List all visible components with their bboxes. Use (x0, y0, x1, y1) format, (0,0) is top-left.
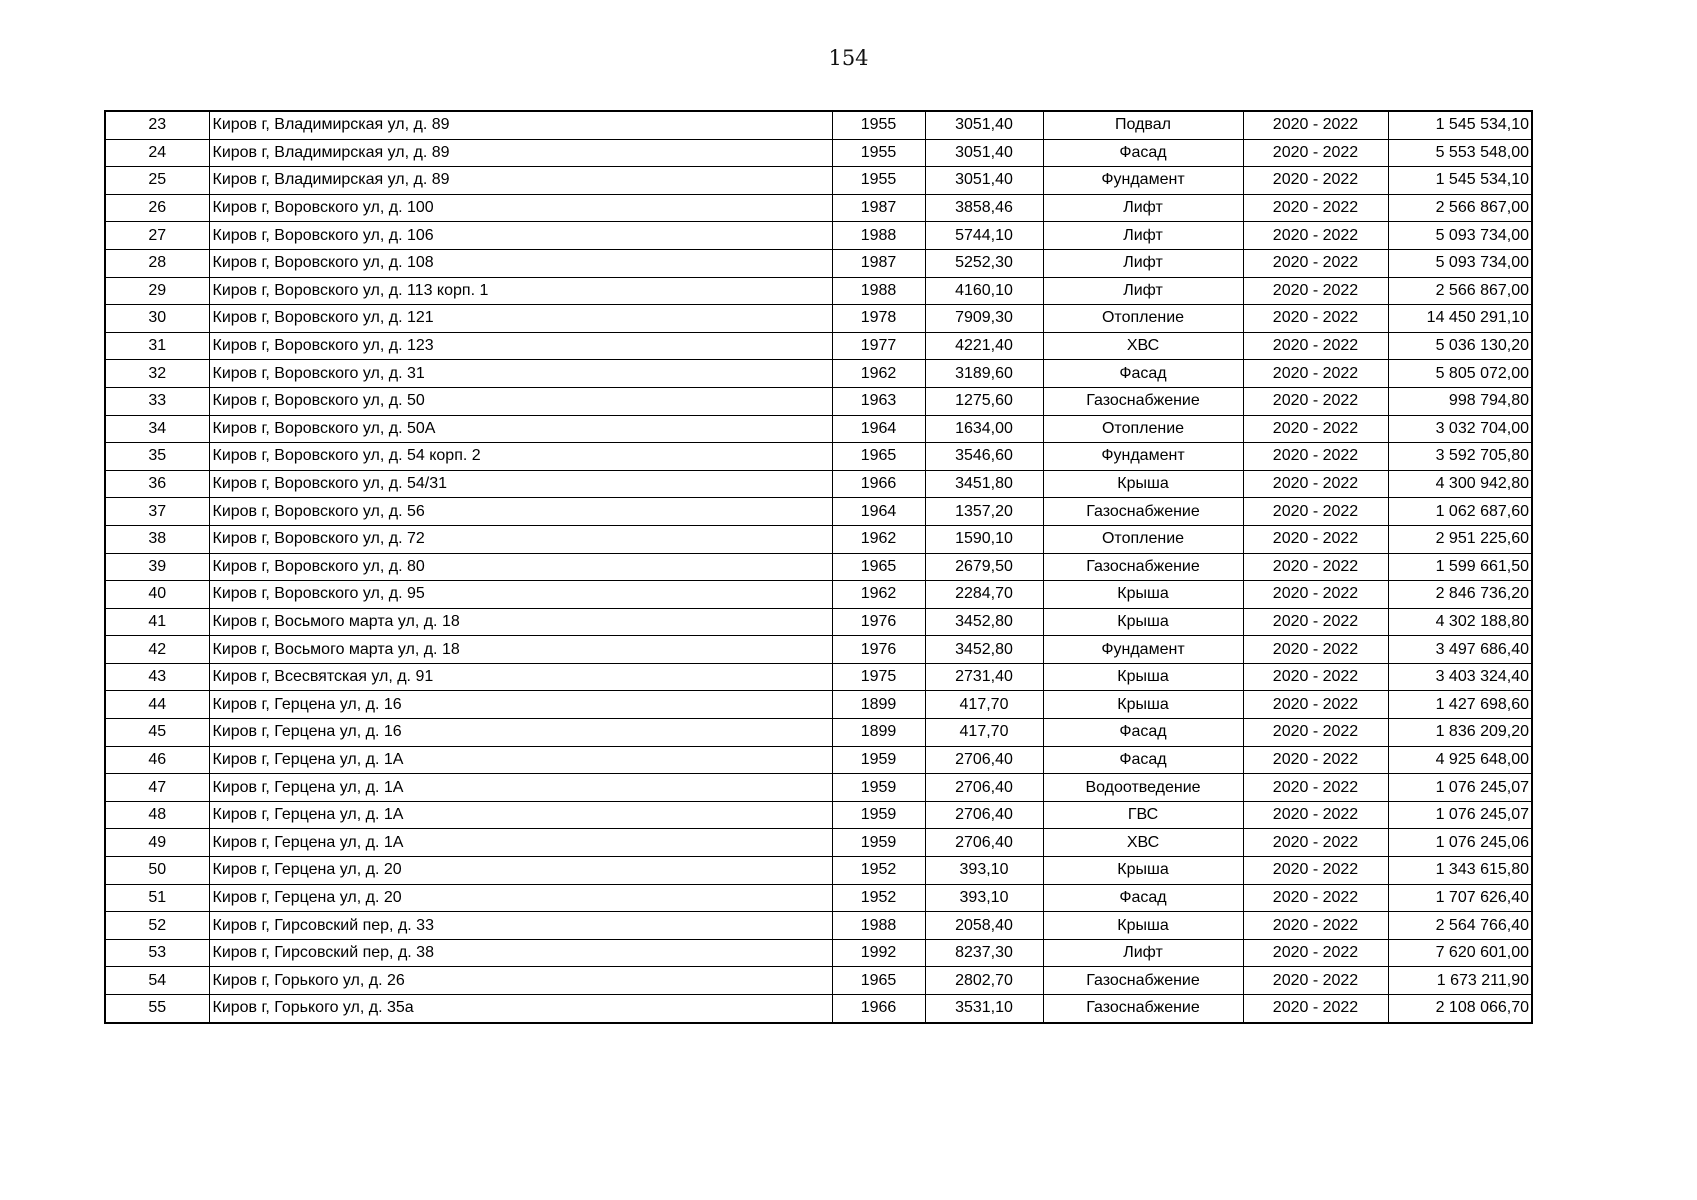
build-year-cell: 1955 (832, 111, 925, 139)
cost-cell: 7 620 601,00 (1388, 939, 1532, 967)
cost-cell: 1 343 615,80 (1388, 857, 1532, 885)
area-cell: 5744,10 (925, 222, 1043, 250)
work-type-cell: Фасад (1043, 139, 1243, 167)
address-cell: Киров г, Всесвятская ул, д. 91 (209, 663, 832, 691)
work-type-cell: Фундамент (1043, 167, 1243, 195)
address-cell: Киров г, Воровского ул, д. 80 (209, 553, 832, 581)
row-number: 32 (105, 360, 209, 388)
address-cell: Киров г, Владимирская ул, д. 89 (209, 139, 832, 167)
work-type-cell: Фундамент (1043, 636, 1243, 664)
build-year-cell: 1987 (832, 194, 925, 222)
area-cell: 3051,40 (925, 167, 1043, 195)
cost-cell: 1 076 245,07 (1388, 774, 1532, 802)
build-year-cell: 1992 (832, 939, 925, 967)
build-year-cell: 1959 (832, 774, 925, 802)
build-year-cell: 1964 (832, 415, 925, 443)
area-cell: 1634,00 (925, 415, 1043, 443)
area-cell: 4221,40 (925, 332, 1043, 360)
row-number: 55 (105, 995, 209, 1023)
row-number: 25 (105, 167, 209, 195)
table-row (105, 801, 1532, 829)
period-cell: 2020 - 2022 (1243, 305, 1388, 333)
table-row (105, 167, 1532, 195)
cost-cell: 2 566 867,00 (1388, 194, 1532, 222)
area-cell: 8237,30 (925, 939, 1043, 967)
cost-cell: 14 450 291,10 (1388, 305, 1532, 333)
address-cell: Киров г, Гирсовский пер, д. 38 (209, 939, 832, 967)
build-year-cell: 1976 (832, 636, 925, 664)
build-year-cell: 1965 (832, 967, 925, 995)
table-row (105, 360, 1532, 388)
cost-cell: 1 545 534,10 (1388, 111, 1532, 139)
address-cell: Киров г, Воровского ул, д. 50А (209, 415, 832, 443)
cost-cell: 4 302 188,80 (1388, 608, 1532, 636)
work-type-cell: Газоснабжение (1043, 387, 1243, 415)
cost-cell: 3 403 324,40 (1388, 663, 1532, 691)
area-cell: 2706,40 (925, 829, 1043, 857)
build-year-cell: 1955 (832, 167, 925, 195)
build-year-cell: 1988 (832, 222, 925, 250)
area-cell: 2058,40 (925, 912, 1043, 940)
address-cell: Киров г, Герцена ул, д. 20 (209, 857, 832, 885)
address-cell: Киров г, Герцена ул, д. 1А (209, 829, 832, 857)
area-cell: 3546,60 (925, 443, 1043, 471)
address-cell: Киров г, Герцена ул, д. 20 (209, 884, 832, 912)
period-cell: 2020 - 2022 (1243, 801, 1388, 829)
row-number: 28 (105, 249, 209, 277)
period-cell: 2020 - 2022 (1243, 967, 1388, 995)
row-number: 49 (105, 829, 209, 857)
address-cell: Киров г, Владимирская ул, д. 89 (209, 111, 832, 139)
cost-cell: 1 673 211,90 (1388, 967, 1532, 995)
period-cell: 2020 - 2022 (1243, 525, 1388, 553)
table-row (105, 912, 1532, 940)
work-type-cell: Фасад (1043, 746, 1243, 774)
period-cell: 2020 - 2022 (1243, 167, 1388, 195)
area-cell: 3051,40 (925, 139, 1043, 167)
table-row (105, 995, 1532, 1023)
work-type-cell: Крыша (1043, 608, 1243, 636)
cost-cell: 2 108 066,70 (1388, 995, 1532, 1023)
area-cell: 393,10 (925, 884, 1043, 912)
period-cell: 2020 - 2022 (1243, 857, 1388, 885)
work-type-cell: Газоснабжение (1043, 553, 1243, 581)
work-type-cell: Водоотведение (1043, 774, 1243, 802)
area-cell: 3531,10 (925, 995, 1043, 1023)
table-row (105, 305, 1532, 333)
row-number: 53 (105, 939, 209, 967)
table-row (105, 498, 1532, 526)
build-year-cell: 1966 (832, 995, 925, 1023)
address-cell: Киров г, Воровского ул, д. 50 (209, 387, 832, 415)
table-row (105, 608, 1532, 636)
table-row (105, 636, 1532, 664)
period-cell: 2020 - 2022 (1243, 719, 1388, 747)
area-cell: 3051,40 (925, 111, 1043, 139)
address-cell: Киров г, Воровского ул, д. 54 корп. 2 (209, 443, 832, 471)
period-cell: 2020 - 2022 (1243, 553, 1388, 581)
period-cell: 2020 - 2022 (1243, 332, 1388, 360)
work-type-cell: Крыша (1043, 912, 1243, 940)
work-type-cell: ХВС (1043, 332, 1243, 360)
work-type-cell: Фасад (1043, 719, 1243, 747)
table-row (105, 774, 1532, 802)
table-row (105, 857, 1532, 885)
row-number: 45 (105, 719, 209, 747)
period-cell: 2020 - 2022 (1243, 746, 1388, 774)
work-type-cell: ХВС (1043, 829, 1243, 857)
address-cell: Киров г, Герцена ул, д. 16 (209, 691, 832, 719)
period-cell: 2020 - 2022 (1243, 581, 1388, 609)
table-row (105, 691, 1532, 719)
address-cell: Киров г, Герцена ул, д. 1А (209, 746, 832, 774)
table-row (105, 581, 1532, 609)
period-cell: 2020 - 2022 (1243, 939, 1388, 967)
cost-cell: 1 836 209,20 (1388, 719, 1532, 747)
cost-cell: 1 062 687,60 (1388, 498, 1532, 526)
build-year-cell: 1978 (832, 305, 925, 333)
table-row (105, 884, 1532, 912)
address-cell: Киров г, Герцена ул, д. 1А (209, 774, 832, 802)
cost-cell: 2 951 225,60 (1388, 525, 1532, 553)
period-cell: 2020 - 2022 (1243, 608, 1388, 636)
cost-cell: 5 093 734,00 (1388, 222, 1532, 250)
build-year-cell: 1899 (832, 719, 925, 747)
cost-cell: 1 427 698,60 (1388, 691, 1532, 719)
table-row (105, 829, 1532, 857)
build-year-cell: 1899 (832, 691, 925, 719)
table-row (105, 111, 1532, 139)
table-row (105, 719, 1532, 747)
work-type-cell: Газоснабжение (1043, 967, 1243, 995)
row-number: 41 (105, 608, 209, 636)
build-year-cell: 1955 (832, 139, 925, 167)
cost-cell: 3 497 686,40 (1388, 636, 1532, 664)
build-year-cell: 1965 (832, 553, 925, 581)
address-cell: Киров г, Воровского ул, д. 56 (209, 498, 832, 526)
address-cell: Киров г, Воровского ул, д. 113 корп. 1 (209, 277, 832, 305)
work-type-cell: Крыша (1043, 581, 1243, 609)
row-number: 31 (105, 332, 209, 360)
address-cell: Киров г, Воровского ул, д. 95 (209, 581, 832, 609)
cost-cell: 4 925 648,00 (1388, 746, 1532, 774)
period-cell: 2020 - 2022 (1243, 222, 1388, 250)
cost-cell: 1 707 626,40 (1388, 884, 1532, 912)
table-row (105, 332, 1532, 360)
address-cell: Киров г, Воровского ул, д. 108 (209, 249, 832, 277)
row-number: 36 (105, 470, 209, 498)
build-year-cell: 1975 (832, 663, 925, 691)
cost-cell: 5 093 734,00 (1388, 249, 1532, 277)
work-type-cell: Лифт (1043, 194, 1243, 222)
row-number: 24 (105, 139, 209, 167)
build-year-cell: 1962 (832, 360, 925, 388)
address-cell: Киров г, Воровского ул, д. 123 (209, 332, 832, 360)
area-cell: 5252,30 (925, 249, 1043, 277)
area-cell: 3189,60 (925, 360, 1043, 388)
work-type-cell: Газоснабжение (1043, 995, 1243, 1023)
row-number: 42 (105, 636, 209, 664)
area-cell: 393,10 (925, 857, 1043, 885)
work-type-cell: Лифт (1043, 249, 1243, 277)
table-row (105, 277, 1532, 305)
cost-cell: 998 794,80 (1388, 387, 1532, 415)
row-number: 38 (105, 525, 209, 553)
row-number: 37 (105, 498, 209, 526)
work-type-cell: Отопление (1043, 305, 1243, 333)
cost-cell: 3 592 705,80 (1388, 443, 1532, 471)
cost-cell: 1 545 534,10 (1388, 167, 1532, 195)
build-year-cell: 1959 (832, 801, 925, 829)
address-cell: Киров г, Восьмого марта ул, д. 18 (209, 608, 832, 636)
cost-cell: 3 032 704,00 (1388, 415, 1532, 443)
area-cell: 2802,70 (925, 967, 1043, 995)
table-row (105, 746, 1532, 774)
table-row (105, 939, 1532, 967)
cost-cell: 5 553 548,00 (1388, 139, 1532, 167)
area-cell: 417,70 (925, 719, 1043, 747)
build-year-cell: 1959 (832, 746, 925, 774)
build-year-cell: 1976 (832, 608, 925, 636)
period-cell: 2020 - 2022 (1243, 498, 1388, 526)
row-number: 39 (105, 553, 209, 581)
work-type-cell: Лифт (1043, 222, 1243, 250)
row-number: 33 (105, 387, 209, 415)
period-cell: 2020 - 2022 (1243, 415, 1388, 443)
table-row (105, 525, 1532, 553)
period-cell: 2020 - 2022 (1243, 249, 1388, 277)
work-type-cell: Отопление (1043, 415, 1243, 443)
row-number: 50 (105, 857, 209, 885)
cost-cell: 4 300 942,80 (1388, 470, 1532, 498)
row-number: 30 (105, 305, 209, 333)
period-cell: 2020 - 2022 (1243, 829, 1388, 857)
area-cell: 2284,70 (925, 581, 1043, 609)
work-type-cell: Фундамент (1043, 443, 1243, 471)
build-year-cell: 1952 (832, 884, 925, 912)
work-type-cell: Отопление (1043, 525, 1243, 553)
table-row (105, 249, 1532, 277)
period-cell: 2020 - 2022 (1243, 884, 1388, 912)
build-year-cell: 1962 (832, 525, 925, 553)
address-cell: Киров г, Воровского ул, д. 106 (209, 222, 832, 250)
build-year-cell: 1966 (832, 470, 925, 498)
work-type-cell: Лифт (1043, 939, 1243, 967)
row-number: 46 (105, 746, 209, 774)
work-type-cell: Лифт (1043, 277, 1243, 305)
table-row (105, 967, 1532, 995)
table-row (105, 387, 1532, 415)
period-cell: 2020 - 2022 (1243, 691, 1388, 719)
row-number: 35 (105, 443, 209, 471)
period-cell: 2020 - 2022 (1243, 663, 1388, 691)
work-type-cell: Фасад (1043, 884, 1243, 912)
area-cell: 2706,40 (925, 774, 1043, 802)
address-cell: Киров г, Горького ул, д. 26 (209, 967, 832, 995)
build-year-cell: 1988 (832, 277, 925, 305)
cost-cell: 5 805 072,00 (1388, 360, 1532, 388)
cost-cell: 2 564 766,40 (1388, 912, 1532, 940)
area-cell: 3452,80 (925, 608, 1043, 636)
row-number: 27 (105, 222, 209, 250)
area-cell: 1357,20 (925, 498, 1043, 526)
work-type-cell: Фасад (1043, 360, 1243, 388)
address-cell: Киров г, Горького ул, д. 35а (209, 995, 832, 1023)
period-cell: 2020 - 2022 (1243, 636, 1388, 664)
build-year-cell: 1959 (832, 829, 925, 857)
work-type-cell: Крыша (1043, 857, 1243, 885)
row-number: 34 (105, 415, 209, 443)
build-year-cell: 1963 (832, 387, 925, 415)
address-cell: Киров г, Восьмого марта ул, д. 18 (209, 636, 832, 664)
build-year-cell: 1977 (832, 332, 925, 360)
repair-program-table (104, 110, 1533, 1024)
table-row (105, 194, 1532, 222)
period-cell: 2020 - 2022 (1243, 194, 1388, 222)
table-row (105, 553, 1532, 581)
period-cell: 2020 - 2022 (1243, 912, 1388, 940)
table-row (105, 663, 1532, 691)
cost-cell: 2 566 867,00 (1388, 277, 1532, 305)
area-cell: 3858,46 (925, 194, 1043, 222)
area-cell: 1590,10 (925, 525, 1043, 553)
area-cell: 2679,50 (925, 553, 1043, 581)
row-number: 40 (105, 581, 209, 609)
work-type-cell: Газоснабжение (1043, 498, 1243, 526)
area-cell: 3452,80 (925, 636, 1043, 664)
address-cell: Киров г, Воровского ул, д. 100 (209, 194, 832, 222)
row-number: 44 (105, 691, 209, 719)
period-cell: 2020 - 2022 (1243, 387, 1388, 415)
area-cell: 417,70 (925, 691, 1043, 719)
page-number: 154 (828, 46, 869, 70)
table-row (105, 139, 1532, 167)
cost-cell: 1 076 245,06 (1388, 829, 1532, 857)
build-year-cell: 1988 (832, 912, 925, 940)
row-number: 26 (105, 194, 209, 222)
row-number: 43 (105, 663, 209, 691)
address-cell: Киров г, Воровского ул, д. 31 (209, 360, 832, 388)
work-type-cell: Крыша (1043, 663, 1243, 691)
row-number: 23 (105, 111, 209, 139)
period-cell: 2020 - 2022 (1243, 443, 1388, 471)
cost-cell: 1 599 661,50 (1388, 553, 1532, 581)
build-year-cell: 1962 (832, 581, 925, 609)
period-cell: 2020 - 2022 (1243, 139, 1388, 167)
table-row (105, 415, 1532, 443)
area-cell: 1275,60 (925, 387, 1043, 415)
area-cell: 2731,40 (925, 663, 1043, 691)
table-row (105, 470, 1532, 498)
address-cell: Киров г, Владимирская ул, д. 89 (209, 167, 832, 195)
build-year-cell: 1965 (832, 443, 925, 471)
row-number: 51 (105, 884, 209, 912)
table-row (105, 443, 1532, 471)
address-cell: Киров г, Воровского ул, д. 54/31 (209, 470, 832, 498)
area-cell: 4160,10 (925, 277, 1043, 305)
work-type-cell: Крыша (1043, 470, 1243, 498)
area-cell: 3451,80 (925, 470, 1043, 498)
area-cell: 2706,40 (925, 746, 1043, 774)
row-number: 52 (105, 912, 209, 940)
table-row (105, 222, 1532, 250)
period-cell: 2020 - 2022 (1243, 277, 1388, 305)
address-cell: Киров г, Герцена ул, д. 1А (209, 801, 832, 829)
row-number: 29 (105, 277, 209, 305)
cost-cell: 1 076 245,07 (1388, 801, 1532, 829)
row-number: 47 (105, 774, 209, 802)
area-cell: 7909,30 (925, 305, 1043, 333)
period-cell: 2020 - 2022 (1243, 360, 1388, 388)
period-cell: 2020 - 2022 (1243, 470, 1388, 498)
address-cell: Киров г, Гирсовский пер, д. 33 (209, 912, 832, 940)
work-type-cell: Подвал (1043, 111, 1243, 139)
address-cell: Киров г, Воровского ул, д. 121 (209, 305, 832, 333)
build-year-cell: 1952 (832, 857, 925, 885)
period-cell: 2020 - 2022 (1243, 774, 1388, 802)
work-type-cell: Крыша (1043, 691, 1243, 719)
table-body (105, 111, 1532, 1023)
cost-cell: 2 846 736,20 (1388, 581, 1532, 609)
area-cell: 2706,40 (925, 801, 1043, 829)
build-year-cell: 1964 (832, 498, 925, 526)
address-cell: Киров г, Воровского ул, д. 72 (209, 525, 832, 553)
row-number: 54 (105, 967, 209, 995)
period-cell: 2020 - 2022 (1243, 111, 1388, 139)
row-number: 48 (105, 801, 209, 829)
work-type-cell: ГВС (1043, 801, 1243, 829)
period-cell: 2020 - 2022 (1243, 995, 1388, 1023)
cost-cell: 5 036 130,20 (1388, 332, 1532, 360)
address-cell: Киров г, Герцена ул, д. 16 (209, 719, 832, 747)
build-year-cell: 1987 (832, 249, 925, 277)
